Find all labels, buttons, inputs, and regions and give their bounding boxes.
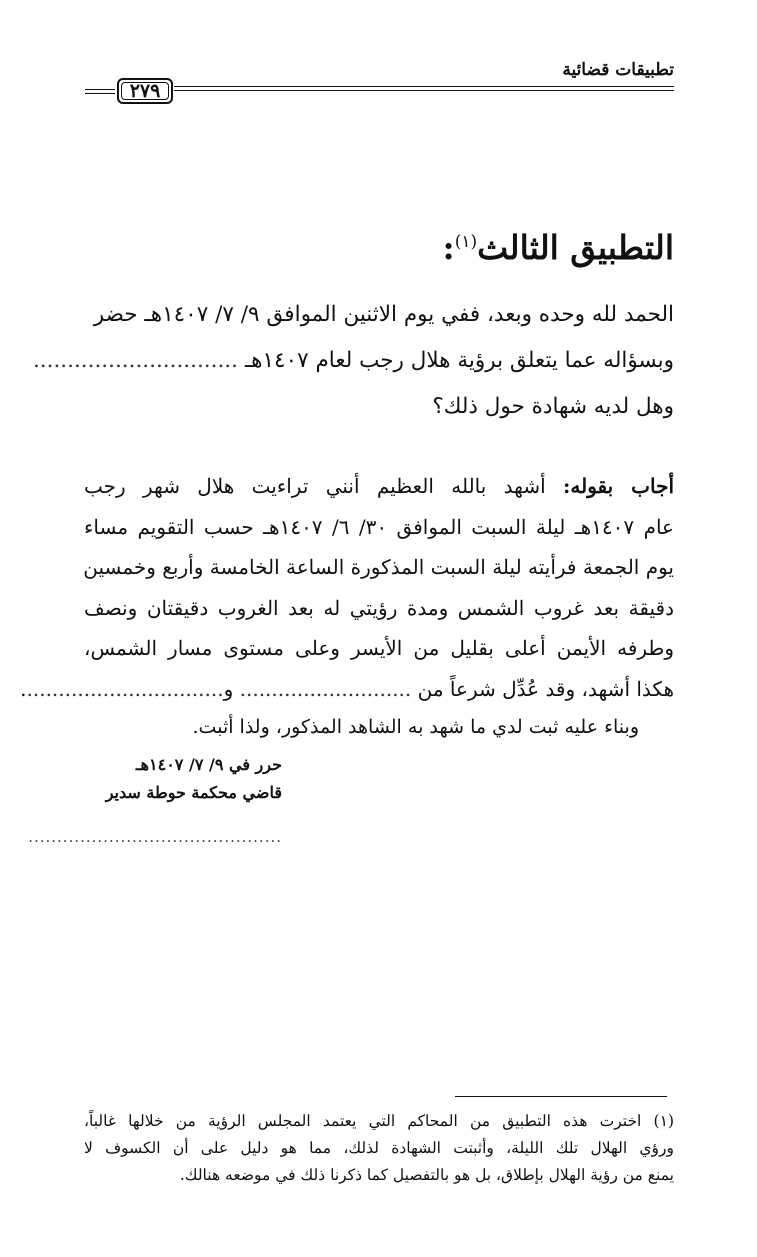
answer-line-3: يوم الجمعة فرأيته ليلة السبت المذكورة الساعة الخامسة وأربع وخمسين xyxy=(83,555,674,579)
signature-date: حرر في ٩/ ٧/ ١٤٠٧هـ xyxy=(135,755,282,774)
heading-footnote-ref: (١) xyxy=(454,232,478,252)
header-rule xyxy=(174,86,674,91)
answer-line-6-dots-1: ........................... xyxy=(239,676,412,701)
answer-line-5: وطرفه الأيمن أعلى بقليل من الأيسر وعلى مستوى مسار الشمس، xyxy=(84,636,674,660)
footnote-line-3: يمنع من رؤية الهلال بإطلاق، بل هو بالتفصيل كما ذكرنا ذلك في موضعه هنالك. xyxy=(179,1166,674,1184)
heading-colon: : xyxy=(442,228,455,267)
footnote xyxy=(84,1108,674,1189)
header-left-rule xyxy=(85,89,115,94)
footnote-line-1 xyxy=(84,1108,674,1135)
intro-line-3: وهل لديه شهادة حول ذلك؟ xyxy=(432,394,674,419)
answer-paragraph xyxy=(20,466,674,709)
signature-dots: ............................................ xyxy=(28,828,282,846)
answer-line-1-text: أشهد بالله العظيم أنني تراءيت هلال شهر رجب xyxy=(84,474,546,498)
section-heading-title: التطبيق الثالث xyxy=(477,228,674,267)
section-heading xyxy=(443,228,674,267)
answer-label: أجاب بقوله: xyxy=(563,474,674,498)
footnote-rule xyxy=(455,1096,667,1097)
intro-line-2-text: وبسؤاله عما يتعلق برؤية هلال رجب لعام ١٤٠٧هـ xyxy=(244,348,674,373)
running-header-title: تطبيقات قضائية xyxy=(562,60,674,80)
answer-line-6-text: هكذا أشهد، وقد عُدِّل شرعاً من xyxy=(417,676,674,701)
footnote-line-1-text: اخترت هذه التطبيق من المحاكم التي يعتمد المجلس الرؤية من خلالها غالباً، xyxy=(84,1112,642,1130)
answer-line-4: دقيقة بعد غروب الشمس ومدة رؤيتي له بعد الغروب دقيقتان ونصف xyxy=(84,595,674,620)
intro-line-2 xyxy=(32,338,674,384)
page-number: ٢٧٩ xyxy=(129,80,161,102)
answer-line-6 xyxy=(20,669,674,710)
page-number-box xyxy=(117,78,173,104)
verdict-line: وبناء عليه ثبت لدي ما شهد به الشاهد المذكور، ولذا أثبت. xyxy=(192,716,639,738)
footnote-number: (١) xyxy=(653,1112,674,1130)
answer-line-2: عام ١٤٠٧هـ ليلة السبت الموافق ٣٠/ ٦/ ١٤٠٧هـ حسب التقويم مساء xyxy=(84,514,674,539)
answer-line-6-and: و xyxy=(223,676,234,701)
answer-line-6-end: . xyxy=(20,676,27,701)
intro-line-1: الحمد لله وحده وبعد، ففي يوم الاثنين الموافق ٩/ ٧/ ١٤٠٧هـ حضر xyxy=(93,302,674,327)
intro-line-2-dots: .............................. xyxy=(32,348,238,373)
answer-line-1 xyxy=(84,466,674,507)
answer-line-6-dots-2: ............................... xyxy=(26,676,224,701)
signature-judge: قاضي محكمة حوطة سدير xyxy=(105,783,282,802)
footnote-line-2: ورؤي الهلال تلك الليلة، وأثبتت الشهادة لذلك، مما هو دليل على أن الكسوف لا xyxy=(84,1139,674,1157)
intro-paragraph xyxy=(32,292,674,430)
